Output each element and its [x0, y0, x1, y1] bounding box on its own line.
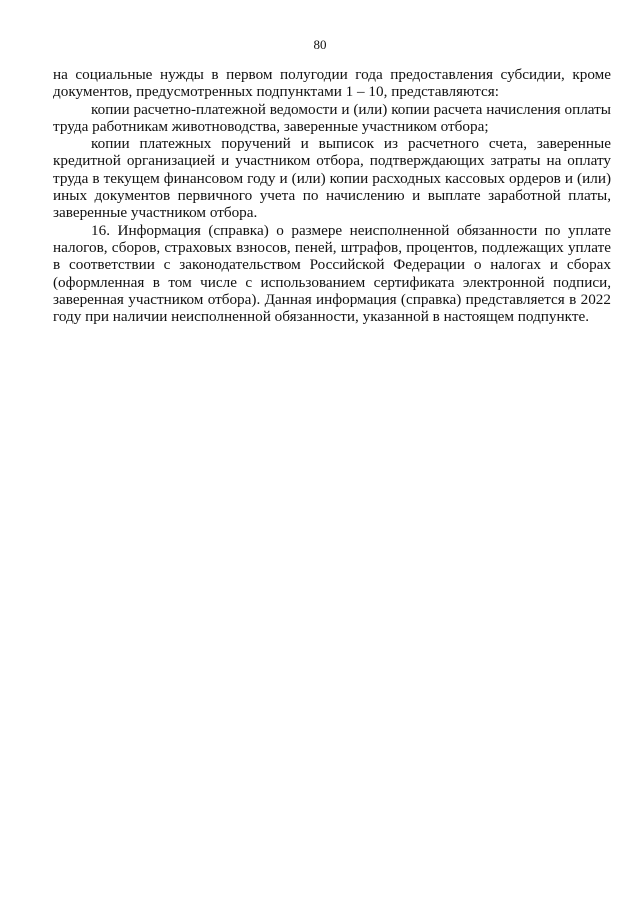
paragraph-continuation: на социальные нужды в первом полугодии года предоставления субсидии, кроме документов, предусмотренных подпунктами 1 – 10, представляются: — [53, 66, 611, 101]
page-number: 80 — [313, 37, 327, 52]
paragraph-item-16: 16. Информация (справка) о размере неисполненной обязанности по уплате налогов, сборов, страховых взносов, пеней, штрафов, процентов, подлежащих уплате в соответствии с законодательством Российской Федерации о налогах и сборах (оформленная в том числе с использованием сертификата электронной подписи, заверенная участником отбора). Данная информация (справка) представляется в 2022 году при наличии неисполненной обязанности, указанной в настоящем подпункте. — [53, 221, 611, 326]
document-body — [53, 66, 611, 325]
paragraph-payment-orders: копии платежных поручений и выписок из расчетного счета, заверенные кредитной организацией и участником отбора, подтверждающих затраты на оплату труда в текущем финансовом году и (или) копии расходных кассовых ордеров и (или) иных документов первичного учета по начислению и выплате заработной платы, заверенные участником отбора. — [53, 135, 611, 222]
paragraph-payroll-copies: копии расчетно-платежной ведомости и (или) копии расчета начисления оплаты труда работникам животноводства, заверенные участником отбора; — [53, 100, 611, 135]
